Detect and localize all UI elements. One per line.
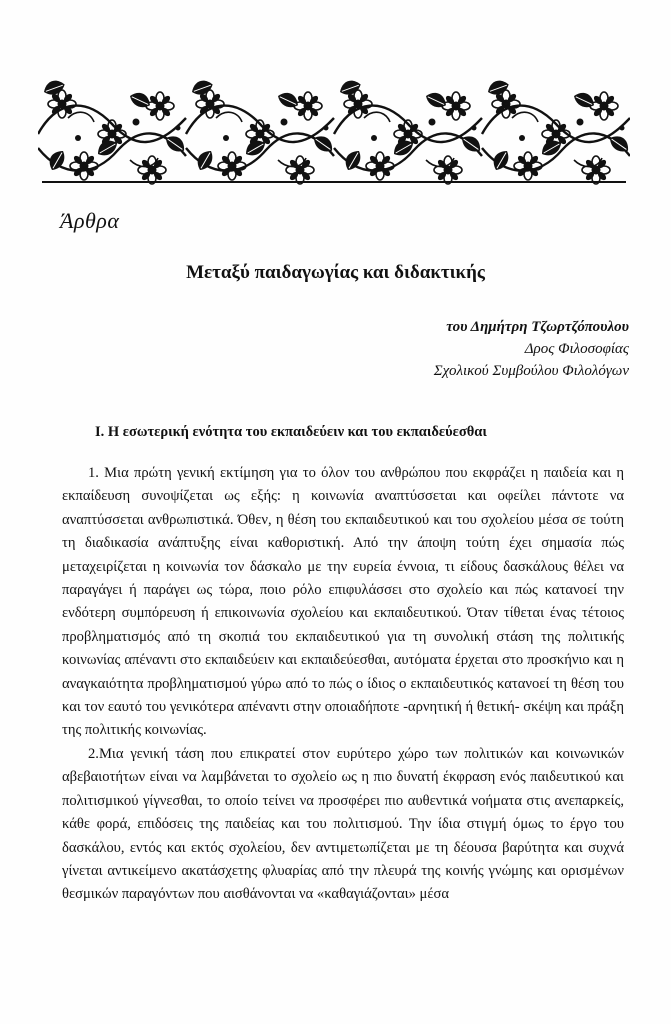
paragraph-2: 2.Μια γενική τάση που επικρατεί στον ευρύτερο χώρο των πολιτικών και κοινωνικών αβεβαιοτήτων είναι να λαμβάνεται το σχολείο ως η πιο δυνατή έκφραση ενός παιδευτικού και πολιτισμικού γίγνεσθαι, το οποίο τείνει να προσφέρει πιο αυθεντικά νοήματα στις ανεπαρκείς, κάθε φορά, επιδόσεις της παιδείας και του πολιτισμού. Την ίδια στιγμή όμως το έργο του δασκάλου, εντός και εκτός σχολείου, δεν αντιμετωπίζεται με τη δέουσα βαρύτητα και συχνά γίνεται αντικείμενο ακατάσχετης φλυαρίας από την πλευρά της κοινής γνώμης και ορισμένων θεσμικών παραγόντων που αισθάνονται να «καθαγιάζονται» μέσα xyxy=(62,745,624,903)
section-heading: I. Η εσωτερική ενότητα του εκπαιδεύειν και του εκπαιδεύεσθαι xyxy=(95,424,487,440)
byline-author xyxy=(434,316,629,338)
byline-position: Σχολικού Συμβούλου Φιλολόγων xyxy=(433,363,629,379)
section-label: Άρθρα xyxy=(60,208,120,233)
floral-ornament-banner xyxy=(38,78,630,190)
byline-degree: Δρος Φιλοσοφίας xyxy=(524,341,629,357)
article-body xyxy=(62,462,624,907)
byline xyxy=(434,316,629,382)
paragraph-1: 1. Μια πρώτη γενική εκτίμηση για το όλον του ανθρώπου που εκφράζει η παιδεία και η εκπαίδευση συνοψίζεται ως εξής: η κοινωνία αναπτύσσεται και οφείλει πάντοτε να αναπτύσσεται ανθρωπιστικά. Όθεν, η θέση του εκπαιδευτικού και του σχολείου μέσα σε τούτη τη διαδικασία ανάπτυξης είναι καθοριστική. Από την άποψη τούτη έχει σημασία πώς μεταχειρίζεται η κοινωνία τον δάσκαλο με την ευρεία έννοια, τι είδους δασκάλους θέλει να παραγάγει ή παράγει ως τώρα, ποιο ρόλο επιφυλάσσει στο σχολείο και πώς κατανοεί την ενδότερη συμπόρευση ή επικοινωνία σχολείου και εκπαιδευτικού. Όταν τίθεται ένας τέτοιος προβληματισμός από τη σκοπιά του εκπαιδευτικού για τη συνολική στάση της πολιτικής κοινωνίας απέναντι στο εκπαιδεύειν και εκπαιδεύεσθαι, αυτόματα έρχεται στο προσκήνιο και η αναγκαιότητα προβληματισμού γύρω από το πώς ο ίδιος ο εκπαιδευτικός κατανοεί τη θέση του και τον εαυτό του γενικότερα απέναντι στην οποιαδήποτε -αρνητική ή θετική- σκέψη και πράξη της πολιτικής κοινωνίας. xyxy=(62,465,624,739)
article-title: Μεταξύ παιδαγωγίας και διδακτικής xyxy=(186,262,485,283)
author-name: του Δημήτρη Τζωρτζόπουλου xyxy=(446,319,629,335)
